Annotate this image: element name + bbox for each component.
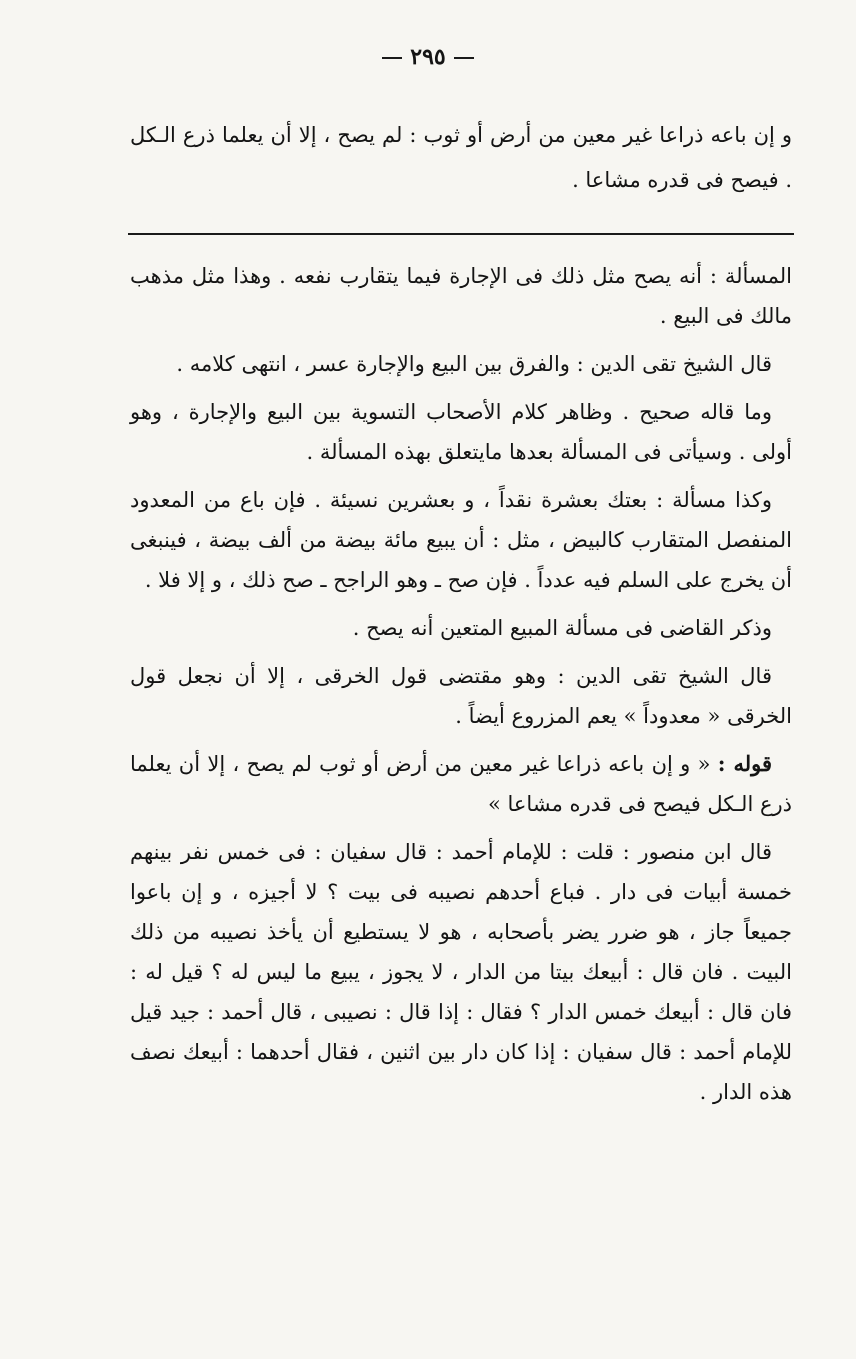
commentary-paragraph: قال الشيخ تقى الدين : والفرق بين البيع والإجارة عسر ، انتهى كلامه . — [176, 352, 772, 376]
qawluhu-quote: « و إن باعه ذراعا غير معين من أرض أو ثوب لم يصح ، إلا أن يعلما ذرع الـكل فيصح فى قدره مشاعا » — [130, 752, 792, 816]
commentary-paragraph: وما قاله صحيح . وظاهر كلام الأصحاب التسوية بين البيع والإجارة ، وهو أولى . وسيأتى فى المسألة بعدها مايتعلق بهذه المسألة . — [130, 400, 792, 464]
page-number-value: ٢٩٥ — [410, 44, 446, 70]
commentary-paragraph: قال ابن منصور : قلت : للإمام أحمد : قال سفيان : فى خمس نفر بينهم خمسة أبيات فى دار . فباع أحدهم نصيبه فى بيت ؟ لا أجيزه ، و إن باعوا جميعاً جاز ، هو ضرر يضر بأصحابه ، هو لا يستطيع أن يأخذ نصيبه من ذلك البيت . فان قال : أبيعك بيتا من الدار ، لا يجوز ، يبيع ما ليس له ؟ قيل له : فان قال : أبيعك خمس الدار ؟ فقال : إذا قال : نصيبى ، قال أحمد : جيد قيل للإمام أحمد : قال سفيان : إذا كان دار بين اثنين ، فقال أحدهما : أبيعك نصف هذه الدار . — [130, 840, 792, 1104]
qawluhu-paragraph — [130, 744, 792, 824]
section-divider — [128, 233, 794, 235]
matn-text: و إن باعه ذراعا غير معين من أرض أو ثوب : لم يصح ، إلا أن يعلما ذرع الـكل . فيصح فى قدره مشاعا . — [130, 123, 792, 192]
commentary-paragraph: قال الشيخ تقى الدين : وهو مقتضى قول الخرقى ، إلا أن نجعل قول الخرقى « معدوداً » يعم المزروع أيضاً . — [130, 664, 792, 728]
page-number-dash-left — [382, 57, 402, 59]
page-number-dash-right — [454, 57, 474, 59]
commentary-paragraph: وذكر القاضى فى مسألة المبيع المتعين أنه يصح . — [352, 616, 772, 640]
page-number — [0, 44, 856, 70]
commentary-paragraph: وكذا مسألة : بعتك بعشرة نقداً ، و بعشرين نسيئة . فإن باع من المعدود المنفصل المتقارب كالبيض ، مثل : أن يبيع مائة بيضة من ألف بيضة ، فينبغى أن يخرج على السلم فيه عدداً . فإن صح ـ وهو الراجح ـ صح ذلك ، و إلا فلا . — [130, 488, 792, 592]
qawluhu-label: قوله : — [717, 751, 772, 776]
commentary — [130, 256, 792, 1120]
commentary-paragraph: المسألة : أنه يصح مثل ذلك فى الإجارة فيما يتقارب نفعه . وهذا مثل مذهب مالك فى البيع . — [130, 264, 792, 328]
